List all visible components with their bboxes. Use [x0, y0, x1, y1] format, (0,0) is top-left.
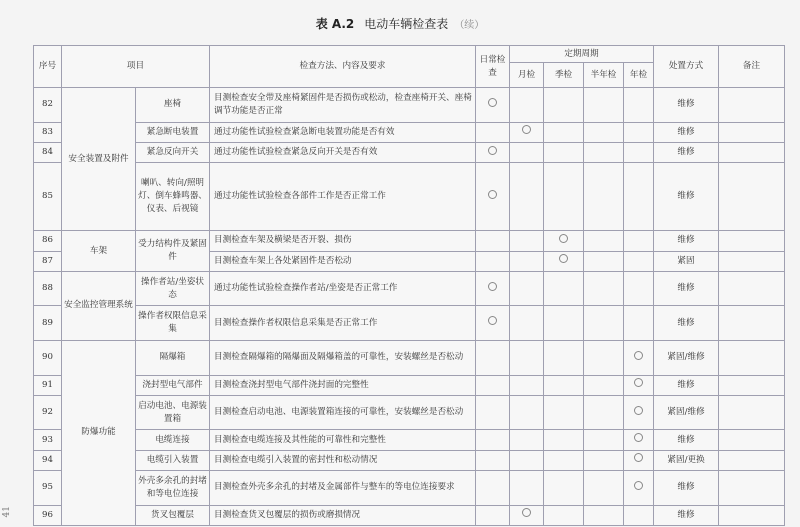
method-text: 目测检查浇封型电气部件浇封面的完整性 [210, 375, 476, 395]
disposal: 维修 [654, 375, 719, 395]
remark [719, 471, 785, 506]
table-row [34, 471, 785, 506]
check-quarterly [544, 505, 584, 525]
method-text: 目测检查车架上各处紧固件是否松动 [210, 251, 476, 271]
remark [719, 163, 785, 231]
check-annual [624, 271, 654, 306]
table-row [34, 505, 785, 525]
group-label: 安全装置及附件 [62, 88, 136, 231]
header-quarterly: 季检 [544, 63, 584, 88]
row-number: 85 [34, 163, 62, 231]
row-number: 93 [34, 430, 62, 450]
disposal: 维修 [654, 88, 719, 123]
check-semiannual [584, 471, 624, 506]
check-quarterly [544, 306, 584, 341]
check-quarterly [544, 395, 584, 430]
row-number: 82 [34, 88, 62, 123]
method-text: 目测检查车架及横梁是否开裂、损伤 [210, 231, 476, 251]
remark [719, 340, 785, 375]
sub-item: 电缆连接 [136, 430, 210, 450]
check-quarterly [544, 375, 584, 395]
check-semiannual [584, 306, 624, 341]
check-monthly [510, 231, 544, 251]
check-monthly [510, 88, 544, 123]
row-number: 94 [34, 450, 62, 470]
check-quarterly [544, 450, 584, 470]
check-semiannual [584, 163, 624, 231]
check-quarterly [544, 271, 584, 306]
row-number: 86 [34, 231, 62, 251]
check-monthly [510, 430, 544, 450]
sub-item: 隔爆箱 [136, 340, 210, 375]
remark [719, 122, 785, 142]
table-row [34, 340, 785, 375]
sub-item: 电缆引入装置 [136, 450, 210, 470]
sub-item: 紧急断电装置 [136, 122, 210, 142]
check-annual [624, 88, 654, 123]
check-monthly [510, 505, 544, 525]
header-remark: 备注 [719, 46, 785, 88]
check-quarterly [544, 88, 584, 123]
table-row [34, 142, 785, 162]
check-circle-icon [634, 433, 643, 442]
check-quarterly [544, 231, 584, 251]
check-semiannual [584, 430, 624, 450]
disposal: 维修 [654, 430, 719, 450]
table-row [34, 163, 785, 231]
check-circle-icon [559, 254, 568, 263]
group-label: 车架 [62, 231, 136, 272]
header-seq: 序号 [34, 46, 62, 88]
check-daily [476, 505, 510, 525]
sub-item: 操作者权限信息采集 [136, 306, 210, 341]
check-quarterly [544, 251, 584, 271]
header-disposal: 处置方式 [654, 46, 719, 88]
header-monthly: 月检 [510, 63, 544, 88]
check-annual [624, 142, 654, 162]
check-circle-icon [488, 190, 497, 199]
check-circle-icon [488, 282, 497, 291]
check-daily [476, 375, 510, 395]
disposal: 维修 [654, 306, 719, 341]
method-text: 目测检查外壳多余孔的封堵及金属部件与整车的等电位连接要求 [210, 471, 476, 506]
check-monthly [510, 471, 544, 506]
header-annual: 年检 [624, 63, 654, 88]
title-suffix: （续） [454, 20, 485, 31]
check-annual [624, 251, 654, 271]
check-daily [476, 271, 510, 306]
sub-item: 外壳多余孔的封堵和等电位连接 [136, 471, 210, 506]
check-annual [624, 231, 654, 251]
table-row [34, 395, 785, 430]
method-text: 目测检查电缆连接及其性能的可靠性和完整性 [210, 430, 476, 450]
side-page-number: 41 [2, 506, 12, 518]
method-text: 目测检查隔爆箱的隔爆面及隔爆箱盖的可靠性，安装螺丝是否松动 [210, 340, 476, 375]
header-semiannual: 半年检 [584, 63, 624, 88]
check-monthly [510, 395, 544, 430]
inspection-table [33, 45, 785, 526]
check-annual [624, 122, 654, 142]
disposal: 紧固/维修 [654, 395, 719, 430]
disposal: 维修 [654, 271, 719, 306]
check-monthly [510, 142, 544, 162]
check-annual [624, 505, 654, 525]
check-daily [476, 471, 510, 506]
check-monthly [510, 251, 544, 271]
group-label: 安全监控管理系统 [62, 271, 136, 340]
header-method: 检查方法、内容及要求 [210, 46, 476, 88]
header-daily: 日常检查 [476, 46, 510, 88]
method-text: 目测检查货叉包覆层的损伤或磨损情况 [210, 505, 476, 525]
check-semiannual [584, 395, 624, 430]
row-number: 89 [34, 306, 62, 341]
check-monthly [510, 450, 544, 470]
check-circle-icon [522, 508, 531, 517]
remark [719, 271, 785, 306]
sub-item: 启动电池、电源装置箱 [136, 395, 210, 430]
check-monthly [510, 122, 544, 142]
check-circle-icon [634, 481, 643, 490]
check-annual [624, 306, 654, 341]
check-annual [624, 340, 654, 375]
check-quarterly [544, 471, 584, 506]
disposal: 维修 [654, 505, 719, 525]
check-semiannual [584, 450, 624, 470]
remark [719, 375, 785, 395]
check-quarterly [544, 122, 584, 142]
check-annual [624, 471, 654, 506]
sub-item: 紧急反向开关 [136, 142, 210, 162]
check-semiannual [584, 88, 624, 123]
check-annual [624, 430, 654, 450]
method-text: 目测检查电缆引入装置的密封性和松动情况 [210, 450, 476, 470]
row-number: 90 [34, 340, 62, 375]
remark [719, 251, 785, 271]
table-row [34, 271, 785, 306]
check-circle-icon [522, 125, 531, 134]
row-number: 96 [34, 505, 62, 525]
table-row [34, 88, 785, 123]
disposal: 维修 [654, 231, 719, 251]
remark [719, 231, 785, 251]
table-row [34, 375, 785, 395]
check-daily [476, 251, 510, 271]
check-quarterly [544, 142, 584, 162]
check-annual [624, 375, 654, 395]
header-periodic: 定期周期 [510, 46, 654, 63]
check-annual [624, 395, 654, 430]
check-annual [624, 163, 654, 231]
check-daily [476, 340, 510, 375]
table-row [34, 450, 785, 470]
table-row [34, 430, 785, 450]
sub-item: 操作者站/坐姿状态 [136, 271, 210, 306]
check-circle-icon [559, 234, 568, 243]
table-row [34, 231, 785, 251]
disposal: 维修 [654, 142, 719, 162]
disposal: 维修 [654, 163, 719, 231]
row-number: 87 [34, 251, 62, 271]
check-daily [476, 306, 510, 341]
row-number: 95 [34, 471, 62, 506]
remark [719, 450, 785, 470]
check-monthly [510, 340, 544, 375]
check-circle-icon [634, 406, 643, 415]
check-quarterly [544, 163, 584, 231]
check-daily [476, 142, 510, 162]
check-semiannual [584, 251, 624, 271]
disposal: 紧固 [654, 251, 719, 271]
check-daily [476, 430, 510, 450]
check-daily [476, 163, 510, 231]
method-text: 目测检查操作者权限信息采集是否正常工作 [210, 306, 476, 341]
title-prefix: 表 A.2 [315, 17, 355, 31]
table-row [34, 122, 785, 142]
method-text: 通过功能性试验检查各部件工作是否正常工作 [210, 163, 476, 231]
check-circle-icon [488, 98, 497, 107]
remark [719, 306, 785, 341]
row-number: 91 [34, 375, 62, 395]
row-number: 92 [34, 395, 62, 430]
check-daily [476, 395, 510, 430]
disposal: 紧固/维修 [654, 340, 719, 375]
row-number: 84 [34, 142, 62, 162]
sub-item: 受力结构件及紧固件 [136, 231, 210, 272]
check-quarterly [544, 430, 584, 450]
check-circle-icon [634, 453, 643, 462]
sub-item: 浇封型电气部件 [136, 375, 210, 395]
table-title [0, 15, 800, 35]
table-row [34, 306, 785, 341]
check-monthly [510, 163, 544, 231]
title-name: 电动车辆检查表 [364, 17, 449, 31]
method-text: 目测检查启动电池、电源装置箱连接的可靠性，安装螺丝是否松动 [210, 395, 476, 430]
check-monthly [510, 271, 544, 306]
remark [719, 430, 785, 450]
check-circle-icon [488, 146, 497, 155]
check-semiannual [584, 231, 624, 251]
method-text: 通过功能性试验检查紧急断电装置功能是否有效 [210, 122, 476, 142]
check-monthly [510, 375, 544, 395]
header-item: 项目 [62, 46, 210, 88]
row-number: 83 [34, 122, 62, 142]
check-semiannual [584, 375, 624, 395]
method-text: 目测检查安全带及座椅紧固件是否损伤或松动，检查座椅开关、座椅调节功能是否正常 [210, 88, 476, 123]
check-daily [476, 450, 510, 470]
sub-item: 货叉包覆层 [136, 505, 210, 525]
check-semiannual [584, 122, 624, 142]
disposal: 维修 [654, 122, 719, 142]
method-text: 通过功能性试验检查紧急反向开关是否有效 [210, 142, 476, 162]
disposal: 紧固/更换 [654, 450, 719, 470]
sub-item: 喇叭、转向/照明灯、倒车蜂鸣器、仪表、后视镜 [136, 163, 210, 231]
sub-item: 座椅 [136, 88, 210, 123]
check-daily [476, 88, 510, 123]
check-daily [476, 122, 510, 142]
method-text: 通过功能性试验检查操作者站/坐姿是否正常工作 [210, 271, 476, 306]
remark [719, 395, 785, 430]
check-circle-icon [634, 351, 643, 360]
group-label: 防爆功能 [62, 340, 136, 525]
check-annual [624, 450, 654, 470]
remark [719, 505, 785, 525]
check-circle-icon [488, 316, 497, 325]
check-semiannual [584, 340, 624, 375]
remark [719, 142, 785, 162]
check-monthly [510, 306, 544, 341]
row-number: 88 [34, 271, 62, 306]
check-semiannual [584, 505, 624, 525]
check-daily [476, 231, 510, 251]
remark [719, 88, 785, 123]
check-quarterly [544, 340, 584, 375]
check-semiannual [584, 142, 624, 162]
check-circle-icon [634, 378, 643, 387]
disposal: 维修 [654, 471, 719, 506]
check-semiannual [584, 271, 624, 306]
